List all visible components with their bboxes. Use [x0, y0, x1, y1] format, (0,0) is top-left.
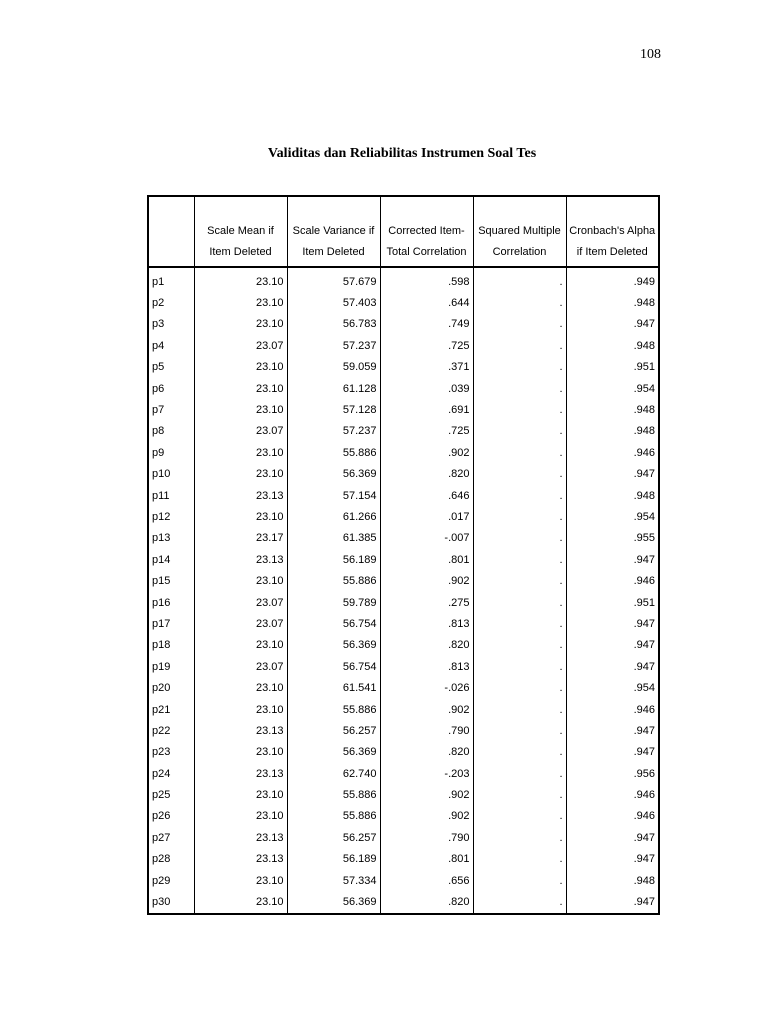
cronbachs-alpha-cell: .956	[566, 763, 659, 784]
squared-multiple-correlation-cell: .	[473, 699, 566, 720]
item-label: p8	[148, 421, 194, 442]
header-corrected-item-total-correlation: Corrected Item-Total Correlation	[380, 196, 473, 267]
scale-variance-cell: 56.369	[287, 635, 380, 656]
scale-mean-cell: 23.10	[194, 464, 287, 485]
table-row	[148, 656, 659, 677]
squared-multiple-correlation-cell: .	[473, 485, 566, 506]
corrected-correlation-cell: .691	[380, 399, 473, 420]
corrected-correlation-cell: .017	[380, 506, 473, 527]
scale-mean-cell: 23.10	[194, 399, 287, 420]
squared-multiple-correlation-cell: .	[473, 549, 566, 570]
scale-variance-cell: 61.266	[287, 506, 380, 527]
corrected-correlation-cell: .820	[380, 742, 473, 763]
table-row	[148, 784, 659, 805]
item-label: p25	[148, 784, 194, 805]
item-total-statistics-table	[147, 195, 660, 915]
corrected-correlation-cell: .902	[380, 442, 473, 463]
scale-mean-cell: 23.10	[194, 784, 287, 805]
squared-multiple-correlation-cell: .	[473, 464, 566, 485]
table-row	[148, 357, 659, 378]
cronbachs-alpha-cell: .946	[566, 442, 659, 463]
item-label: p23	[148, 742, 194, 763]
corrected-correlation-cell: .902	[380, 699, 473, 720]
squared-multiple-correlation-cell: .	[473, 806, 566, 827]
header-item	[148, 196, 194, 267]
page-number: 108	[640, 47, 661, 62]
cronbachs-alpha-cell: .947	[566, 720, 659, 741]
item-label: p30	[148, 891, 194, 913]
scale-variance-cell: 55.886	[287, 806, 380, 827]
scale-variance-cell: 56.754	[287, 613, 380, 634]
table-row	[148, 421, 659, 442]
squared-multiple-correlation-cell: .	[473, 677, 566, 698]
item-label: p17	[148, 613, 194, 634]
table-row	[148, 891, 659, 913]
squared-multiple-correlation-cell: .	[473, 292, 566, 313]
corrected-correlation-cell: .902	[380, 570, 473, 591]
squared-multiple-correlation-cell: .	[473, 314, 566, 335]
header-scale-variance: Scale Variance if Item Deleted	[287, 196, 380, 267]
corrected-correlation-cell: .801	[380, 549, 473, 570]
corrected-correlation-cell: .725	[380, 421, 473, 442]
table-row	[148, 720, 659, 741]
item-label: p3	[148, 314, 194, 335]
item-label: p26	[148, 806, 194, 827]
table-row	[148, 485, 659, 506]
squared-multiple-correlation-cell: .	[473, 528, 566, 549]
scale-variance-cell: 56.369	[287, 464, 380, 485]
scale-variance-cell: 56.369	[287, 742, 380, 763]
scale-mean-cell: 23.07	[194, 421, 287, 442]
squared-multiple-correlation-cell: .	[473, 635, 566, 656]
corrected-correlation-cell: -.007	[380, 528, 473, 549]
scale-variance-cell: 55.886	[287, 442, 380, 463]
cronbachs-alpha-cell: .946	[566, 806, 659, 827]
scale-mean-cell: 23.13	[194, 827, 287, 848]
cronbachs-alpha-cell: .947	[566, 464, 659, 485]
scale-mean-cell: 23.10	[194, 442, 287, 463]
scale-variance-cell: 61.541	[287, 677, 380, 698]
scale-mean-cell: 23.13	[194, 549, 287, 570]
item-label: p19	[148, 656, 194, 677]
cronbachs-alpha-cell: .947	[566, 827, 659, 848]
scale-mean-cell: 23.10	[194, 292, 287, 313]
cronbachs-alpha-cell: .948	[566, 399, 659, 420]
item-label: p14	[148, 549, 194, 570]
scale-mean-cell: 23.10	[194, 806, 287, 827]
item-label: p27	[148, 827, 194, 848]
scale-variance-cell: 56.369	[287, 891, 380, 913]
squared-multiple-correlation-cell: .	[473, 613, 566, 634]
cronbachs-alpha-cell: .947	[566, 891, 659, 913]
table-row	[148, 528, 659, 549]
table-row	[148, 399, 659, 420]
squared-multiple-correlation-cell: .	[473, 357, 566, 378]
scale-mean-cell: 23.13	[194, 763, 287, 784]
corrected-correlation-cell: .371	[380, 357, 473, 378]
scale-mean-cell: 23.13	[194, 849, 287, 870]
scale-mean-cell: 23.10	[194, 378, 287, 399]
table-row	[148, 742, 659, 763]
item-label: p9	[148, 442, 194, 463]
scale-variance-cell: 56.257	[287, 827, 380, 848]
scale-mean-cell: 23.07	[194, 613, 287, 634]
cronbachs-alpha-cell: .951	[566, 357, 659, 378]
scale-variance-cell: 57.237	[287, 335, 380, 356]
table-row	[148, 613, 659, 634]
item-label: p16	[148, 592, 194, 613]
squared-multiple-correlation-cell: .	[473, 506, 566, 527]
cronbachs-alpha-cell: .955	[566, 528, 659, 549]
item-label: p24	[148, 763, 194, 784]
scale-mean-cell: 23.10	[194, 870, 287, 891]
corrected-correlation-cell: .790	[380, 720, 473, 741]
scale-variance-cell: 62.740	[287, 763, 380, 784]
header-cronbachs-alpha: Cronbach's Alpha if Item Deleted	[566, 196, 659, 267]
corrected-correlation-cell: .801	[380, 849, 473, 870]
document-title: Validitas dan Reliabilitas Instrumen Soal Tes	[267, 146, 537, 161]
table-row	[148, 549, 659, 570]
scale-mean-cell: 23.10	[194, 635, 287, 656]
item-label: p13	[148, 528, 194, 549]
corrected-correlation-cell: .646	[380, 485, 473, 506]
item-label: p21	[148, 699, 194, 720]
table-row	[148, 378, 659, 399]
cronbachs-alpha-cell: .947	[566, 314, 659, 335]
squared-multiple-correlation-cell: .	[473, 891, 566, 913]
cronbachs-alpha-cell: .946	[566, 784, 659, 805]
scale-mean-cell: 23.13	[194, 485, 287, 506]
cronbachs-alpha-cell: .948	[566, 335, 659, 356]
scale-mean-cell: 23.07	[194, 335, 287, 356]
corrected-correlation-cell: .725	[380, 335, 473, 356]
table-row	[148, 806, 659, 827]
table-row	[148, 763, 659, 784]
squared-multiple-correlation-cell: .	[473, 656, 566, 677]
cronbachs-alpha-cell: .948	[566, 421, 659, 442]
corrected-correlation-cell: .813	[380, 613, 473, 634]
scale-variance-cell: 57.334	[287, 870, 380, 891]
table-row	[148, 464, 659, 485]
corrected-correlation-cell: .656	[380, 870, 473, 891]
table-row	[148, 827, 659, 848]
item-label: p6	[148, 378, 194, 399]
scale-variance-cell: 57.154	[287, 485, 380, 506]
squared-multiple-correlation-cell: .	[473, 570, 566, 591]
table-row	[148, 506, 659, 527]
scale-variance-cell: 57.128	[287, 399, 380, 420]
corrected-correlation-cell: .902	[380, 806, 473, 827]
item-label: p10	[148, 464, 194, 485]
corrected-correlation-cell: -.203	[380, 763, 473, 784]
scale-mean-cell: 23.10	[194, 314, 287, 335]
scale-mean-cell: 23.10	[194, 570, 287, 591]
corrected-correlation-cell: .039	[380, 378, 473, 399]
corrected-correlation-cell: .820	[380, 891, 473, 913]
corrected-correlation-cell: .790	[380, 827, 473, 848]
scale-variance-cell: 56.754	[287, 656, 380, 677]
squared-multiple-correlation-cell: .	[473, 267, 566, 292]
squared-multiple-correlation-cell: .	[473, 742, 566, 763]
item-label: p11	[148, 485, 194, 506]
squared-multiple-correlation-cell: .	[473, 870, 566, 891]
scale-variance-cell: 56.189	[287, 849, 380, 870]
squared-multiple-correlation-cell: .	[473, 421, 566, 442]
scale-mean-cell: 23.10	[194, 677, 287, 698]
corrected-correlation-cell: .598	[380, 267, 473, 292]
squared-multiple-correlation-cell: .	[473, 763, 566, 784]
item-label: p18	[148, 635, 194, 656]
cronbachs-alpha-cell: .946	[566, 570, 659, 591]
cronbachs-alpha-cell: .948	[566, 870, 659, 891]
table-row	[148, 592, 659, 613]
corrected-correlation-cell: .813	[380, 656, 473, 677]
squared-multiple-correlation-cell: .	[473, 849, 566, 870]
scale-variance-cell: 59.059	[287, 357, 380, 378]
item-label: p22	[148, 720, 194, 741]
table-row	[148, 442, 659, 463]
scale-variance-cell: 55.886	[287, 570, 380, 591]
scale-mean-cell: 23.10	[194, 267, 287, 292]
cronbachs-alpha-cell: .947	[566, 849, 659, 870]
cronbachs-alpha-cell: .948	[566, 292, 659, 313]
squared-multiple-correlation-cell: .	[473, 827, 566, 848]
corrected-correlation-cell: .820	[380, 635, 473, 656]
scale-mean-cell: 23.10	[194, 506, 287, 527]
table-header-row	[148, 196, 659, 267]
header-squared-multiple-correlation: Squared Multiple Correlation	[473, 196, 566, 267]
item-label: p15	[148, 570, 194, 591]
cronbachs-alpha-cell: .954	[566, 677, 659, 698]
item-label: p7	[148, 399, 194, 420]
table-row	[148, 570, 659, 591]
scale-variance-cell: 55.886	[287, 784, 380, 805]
table-row	[148, 635, 659, 656]
scale-variance-cell: 61.128	[287, 378, 380, 399]
scale-mean-cell: 23.10	[194, 357, 287, 378]
corrected-correlation-cell: .902	[380, 784, 473, 805]
scale-variance-cell: 56.783	[287, 314, 380, 335]
item-label: p2	[148, 292, 194, 313]
cronbachs-alpha-cell: .947	[566, 656, 659, 677]
scale-variance-cell: 59.789	[287, 592, 380, 613]
scale-mean-cell: 23.10	[194, 742, 287, 763]
scale-variance-cell: 55.886	[287, 699, 380, 720]
cronbachs-alpha-cell: .954	[566, 378, 659, 399]
corrected-correlation-cell: -.026	[380, 677, 473, 698]
cronbachs-alpha-cell: .947	[566, 549, 659, 570]
corrected-correlation-cell: .644	[380, 292, 473, 313]
corrected-correlation-cell: .820	[380, 464, 473, 485]
cronbachs-alpha-cell: .946	[566, 699, 659, 720]
item-label: p29	[148, 870, 194, 891]
squared-multiple-correlation-cell: .	[473, 378, 566, 399]
table-row	[148, 335, 659, 356]
squared-multiple-correlation-cell: .	[473, 720, 566, 741]
table-row	[148, 292, 659, 313]
scale-variance-cell: 56.189	[287, 549, 380, 570]
scale-mean-cell: 23.07	[194, 656, 287, 677]
squared-multiple-correlation-cell: .	[473, 399, 566, 420]
item-label: p4	[148, 335, 194, 356]
cronbachs-alpha-cell: .951	[566, 592, 659, 613]
table-row	[148, 849, 659, 870]
squared-multiple-correlation-cell: .	[473, 335, 566, 356]
table-row	[148, 267, 659, 292]
cronbachs-alpha-cell: .947	[566, 635, 659, 656]
scale-mean-cell: 23.07	[194, 592, 287, 613]
cronbachs-alpha-cell: .947	[566, 613, 659, 634]
item-label: p20	[148, 677, 194, 698]
scale-mean-cell: 23.17	[194, 528, 287, 549]
cronbachs-alpha-cell: .954	[566, 506, 659, 527]
table-row	[148, 314, 659, 335]
cronbachs-alpha-cell: .947	[566, 742, 659, 763]
table-row	[148, 677, 659, 698]
cronbachs-alpha-cell: .949	[566, 267, 659, 292]
corrected-correlation-cell: .275	[380, 592, 473, 613]
item-label: p12	[148, 506, 194, 527]
scale-mean-cell: 23.10	[194, 699, 287, 720]
scale-variance-cell: 61.385	[287, 528, 380, 549]
header-scale-mean: Scale Mean if Item Deleted	[194, 196, 287, 267]
scale-variance-cell: 57.679	[287, 267, 380, 292]
item-label: p28	[148, 849, 194, 870]
scale-mean-cell: 23.10	[194, 891, 287, 913]
scale-variance-cell: 57.237	[287, 421, 380, 442]
scale-mean-cell: 23.13	[194, 720, 287, 741]
squared-multiple-correlation-cell: .	[473, 592, 566, 613]
table-row	[148, 699, 659, 720]
table-row	[148, 870, 659, 891]
cronbachs-alpha-cell: .948	[566, 485, 659, 506]
table-body	[148, 267, 659, 914]
scale-variance-cell: 56.257	[287, 720, 380, 741]
squared-multiple-correlation-cell: .	[473, 442, 566, 463]
scale-variance-cell: 57.403	[287, 292, 380, 313]
corrected-correlation-cell: .749	[380, 314, 473, 335]
item-label: p1	[148, 267, 194, 292]
item-label: p5	[148, 357, 194, 378]
squared-multiple-correlation-cell: .	[473, 784, 566, 805]
